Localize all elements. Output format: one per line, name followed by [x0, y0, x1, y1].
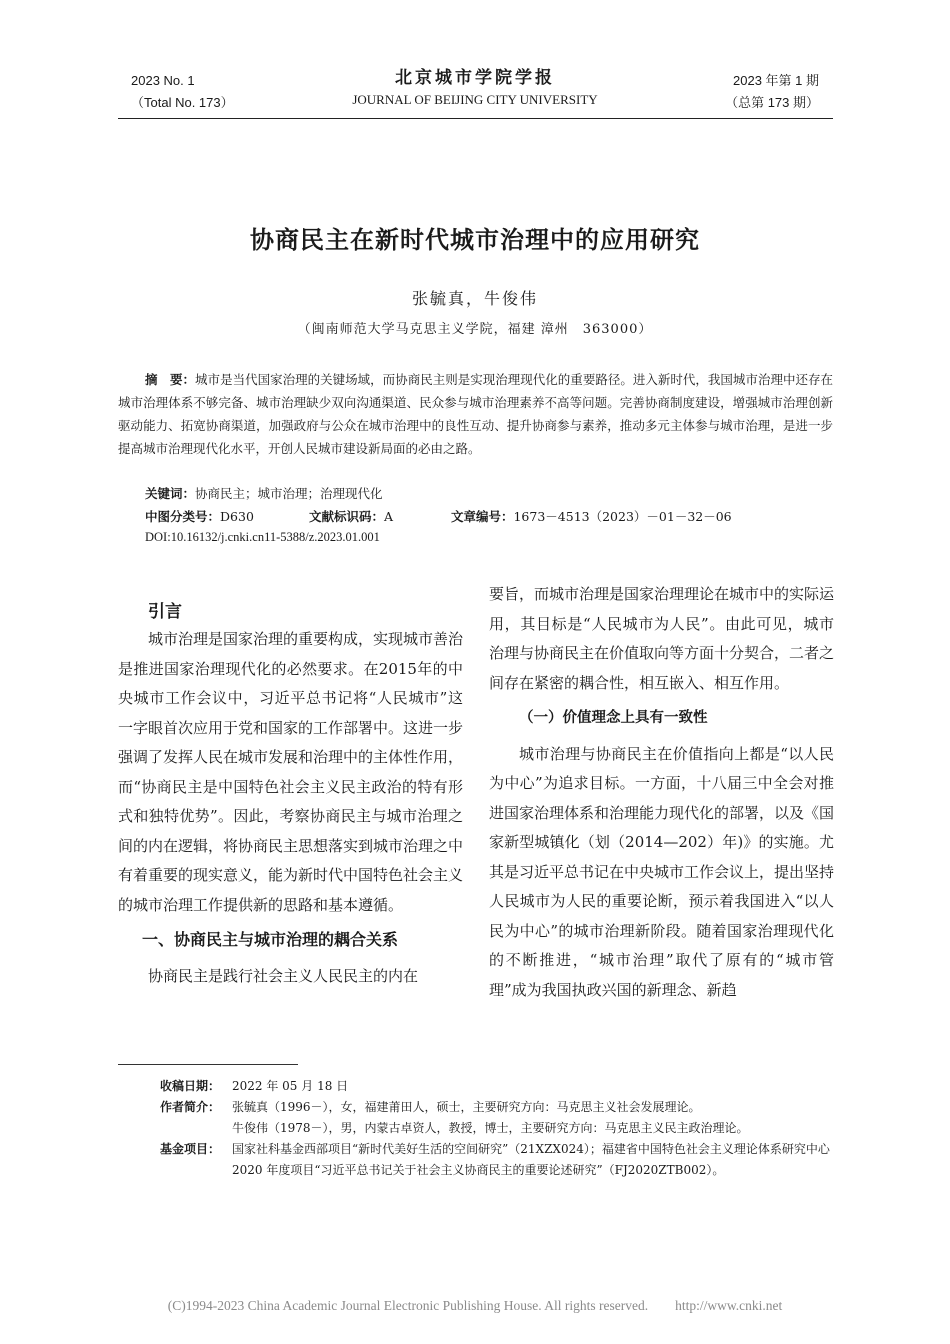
clc-value: D630	[220, 509, 254, 524]
author-bio-2: 牛俊伟（1978－），男，内蒙古卓资人，教授，博士，主要研究方向：马克思主义民主政治理论。	[232, 1121, 749, 1135]
fund-text: 国家社科基金西部项目“新时代美好生活的空间研究”（21XZX024）；福建省中国特色社会主义理论体系研究中心 2020 年度项目“习近平总书记关于社会主义协商民主的重要论述研究”（FJ2020ZTB002）。	[232, 1142, 830, 1177]
abstract-text: 城市是当代国家治理的关键场域，而协商民主则是实现治理现代化的重要路径。进入新时代，我国城市治理中还存在城市治理体系不够完备、城市治理缺少双向沟通渠道、民众参与城市治理素养不高等问题。完善协商制度建设，增强城市治理创新驱动能力、拓宽协商渠道，加强政府与公众在城市治理中的良性互动、提升协商参与素养，推动多元主体参与城市治理，是进一步提高城市治理现代化水平，开创人民城市建设新局面的必由之路。	[118, 372, 833, 456]
header-left	[131, 70, 234, 114]
fund-label: 基金项目：	[160, 1142, 221, 1156]
header-rule	[118, 118, 833, 119]
subsection1-heading: （一）价值理念上具有一致性	[519, 710, 708, 726]
author-bio-label: 作者简介：	[160, 1100, 221, 1114]
header-issue-en: 2023 No. 1	[131, 73, 195, 88]
copyright-line: (C)1994-2023 China Academic Journal Electronic Publishing House. All rights reserved. http://www.cnki.net	[167, 1298, 783, 1313]
doc-code-value: A	[384, 509, 394, 524]
clc-label: 中图分类号：	[145, 509, 221, 524]
footnotes	[160, 1076, 850, 1181]
header-total-en: （Total No. 173）	[131, 95, 234, 110]
received-date: 2022 年 05 月 18 日	[232, 1079, 349, 1093]
keywords	[145, 484, 383, 502]
abstract-label: 摘 要：	[145, 372, 196, 387]
journal-name-cn: 北京城市学院学报	[395, 68, 555, 88]
keywords-text: 协商民主；城市治理；治理现代化	[195, 486, 383, 501]
article-no-label: 文章编号：	[450, 509, 514, 524]
intro-paragraph: 城市治理是国家治理的重要构成，实现城市善治是推进国家治理现代化的必然要求。在2015年的中央城市工作会议中，习近平总书记将“人民城市”这一字眼首次应用于党和国家的工作部署中。这进一步强调了发挥人民在城市发展和治理中的主体性作用，而“协商民主是中国特色社会主义民主政治的特有形式和独特优势”。因此，考察协商民主与城市治理之间的内在逻辑，将协商民主思想落实到城市治理之中有着重要的现实意义，能为新时代中国特色社会主义的城市治理工作提供新的思路和基本遵循。	[118, 630, 464, 914]
author-bio-row	[160, 1097, 850, 1139]
abstract	[118, 368, 833, 460]
keywords-label: 关键词：	[145, 486, 196, 501]
received-row	[160, 1076, 850, 1097]
article-title: 协商民主在新时代城市治理中的应用研究	[250, 225, 700, 254]
header-issue-cn: 2023 年第 1 期	[733, 73, 819, 88]
received-label: 收稿日期：	[160, 1079, 221, 1093]
section1-heading: 一、协商民主与城市治理的耦合关系	[142, 932, 399, 949]
header-total-cn: （总第 173 期）	[725, 95, 819, 110]
doi: DOI:10.16132/j.cnki.cn11-5388/z.2023.01.001	[145, 530, 380, 544]
right-paragraph-2: 城市治理与协商民主在价值指向上都是“以人民为中心”为追求目标。一方面，十八届三中全会对推进国家治理体系和治理能力现代化的部署，以及《国家新型城镇化（划（2014—202）年)》的实施。尤其是习近平总书记在中央城市工作会议上，提出坚持人民城市为人民的重要论断，预示着我国进入“以人民为中心”的城市治理新阶段。随着国家治理现代化的不断推进，“城市治理”取代了原有的“城市管理”成为我国执政兴国的新理念、新趋	[489, 744, 835, 999]
article-no-value: 1673－4513（2023）－01－32－06	[513, 509, 732, 524]
footnote-rule	[118, 1064, 298, 1065]
intro-heading: 引言	[148, 602, 182, 622]
classification-row	[145, 507, 845, 525]
right-paragraph-1: 要旨，而城市治理是国家治理理论在城市中的实际运用，其目标是“人民城市为人民”。由此可见，城市治理与协商民主在价值取向等方面十分契合，二者之间存在紧密的耦合性，相互嵌入、相互作用。	[489, 585, 835, 692]
header-right	[725, 70, 819, 114]
author-bio-1: 张毓真（1996－），女，福建莆田人，硕士，主要研究方向：马克思主义社会发展理论。	[232, 1100, 701, 1114]
body-right-column	[489, 580, 834, 1005]
article-affiliation: （闽南师范大学马克思主义学院，福建 漳州 363000）	[297, 322, 653, 337]
doc-code-label: 文献标识码：	[308, 509, 384, 524]
section1-paragraph-start: 协商民主是践行社会主义人民民主的内在	[148, 966, 419, 985]
article-authors: 张毓真，牛俊伟	[411, 289, 538, 308]
fund-row	[160, 1139, 850, 1181]
body-left-column	[118, 625, 463, 991]
header-journal	[300, 66, 650, 110]
journal-name-en: JOURNAL OF BEIJING CITY UNIVERSITY	[352, 92, 598, 107]
